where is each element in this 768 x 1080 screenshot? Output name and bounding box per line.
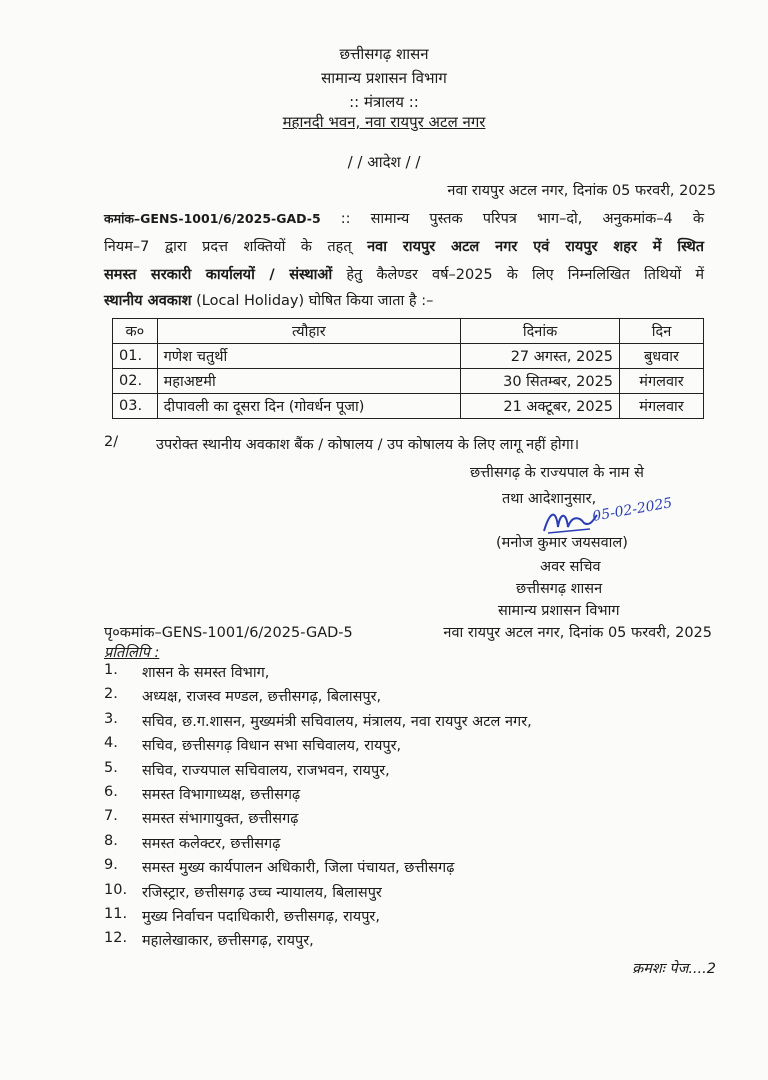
- signature-date: 05-02-2025: [591, 495, 674, 525]
- list-item: 7. समस्त संभागायुक्त, छत्तीसगढ़: [104, 808, 299, 828]
- note-number: 2/: [104, 434, 119, 450]
- order-para-line1: कमांक–GENS-1001/6/2025-GAD-5 :: सामान्य पुस्तक परिपत्र भाग–दो, अनुकमांक–4 के: [104, 211, 704, 227]
- header-sno: क०: [113, 319, 158, 344]
- list-item: 11. मुख्य निर्वाचन पदाधिकारी, छत्तीसगढ़, रायपुर,: [104, 905, 380, 925]
- row-date: 27 अगस्त, 2025: [461, 344, 620, 369]
- list-item: 4. सचिव, छत्तीसगढ़ विधान सभा सचिवालय, रायपुर,: [104, 735, 402, 755]
- row-day: बुधवार: [620, 344, 704, 369]
- row-date: 21 अक्टूबर, 2025: [461, 394, 620, 419]
- row-day: मंगलवार: [620, 394, 704, 419]
- list-item: 2. अध्यक्ष, राजस्व मण्डल, छत्तीसगढ़, बिलासपुर,: [104, 686, 382, 706]
- row-festival: महाअष्टमी: [157, 369, 460, 394]
- signatory-name: (मनोज कुमार जयसवाल): [496, 535, 628, 551]
- copy-heading: प्रतिलिपि :: [104, 645, 160, 661]
- department-name: सामान्य प्रशासन विभाग: [321, 69, 447, 87]
- header-day: दिन: [620, 319, 704, 344]
- list-item: 8. समस्त कलेक्टर, छत्तीसगढ़: [104, 832, 281, 852]
- govt-name: छत्तीसगढ़ शासन: [339, 45, 429, 63]
- table-row: [113, 369, 704, 394]
- table-header-row: [113, 319, 704, 344]
- order-para-line4: स्थानीय अवकाश (Local Holiday) घोषित किया जाता है :–: [104, 293, 434, 309]
- order-title: / / आदेश / /: [347, 153, 421, 171]
- row-sno: 03.: [113, 394, 158, 419]
- continued-note: क्रमशः पेज....2: [632, 961, 716, 977]
- row-festival: गणेश चतुर्थी: [157, 344, 460, 369]
- row-sno: 01.: [113, 344, 158, 369]
- note-text: उपरोक्त स्थानीय अवकाश बैंक / कोषालय / उप कोषालय के लिए लागू नहीं होगा।: [156, 437, 580, 453]
- table-row: [113, 394, 704, 419]
- signature-authority-line2: तथा आदेशानुसार,: [502, 491, 597, 507]
- signatory-office2: सामान्य प्रशासन विभाग: [498, 603, 620, 619]
- header-date: दिनांक: [461, 319, 620, 344]
- list-item: 5. सचिव, राज्यपाल सचिवालय, राजभवन, रायपुर,: [104, 759, 390, 779]
- row-sno: 02.: [113, 369, 158, 394]
- copy-place-date: नवा रायपुर अटल नगर, दिनांक 05 फरवरी, 2025: [443, 625, 712, 641]
- signatory-designation: अवर सचिव: [540, 559, 601, 575]
- copy-list: [104, 662, 704, 955]
- holiday-table: [112, 318, 704, 419]
- ministry-label: :: मंत्रालय ::: [349, 93, 419, 111]
- row-festival: दीपावली का दूसरा दिन (गोवर्धन पूजा): [157, 394, 460, 419]
- list-item: 12. महालेखाकार, छत्तीसगढ़, रायपुर,: [104, 930, 314, 950]
- order-reference: कमांक–GENS-1001/6/2025-GAD-5: [104, 211, 321, 226]
- list-item: 1. शासन के समस्त विभाग,: [104, 662, 270, 681]
- order-place-date: नवा रायपुर अटल नगर, दिनांक 05 फरवरी, 2025: [447, 183, 716, 199]
- order-para-line3: समस्त सरकारी कार्यालयों / संस्थाओं हेतु कैलेण्डर वर्ष–2025 के लिए निम्नलिखित तिथियों में: [104, 267, 704, 283]
- row-date: 30 सितम्बर, 2025: [461, 369, 620, 394]
- header-festival: त्यौहार: [157, 319, 460, 344]
- list-item: 3. सचिव, छ.ग.शासन, मुख्यमंत्री सचिवालय, मंत्रालय, नवा रायपुर अटल नगर,: [104, 710, 532, 730]
- copy-reference: पृ०कमांक–GENS-1001/6/2025-GAD-5: [104, 625, 353, 641]
- list-item: 6. समस्त विभागाध्यक्ष, छत्तीसगढ़: [104, 783, 301, 803]
- office-address: महानदी भवन, नवा रायपुर अटल नगर: [282, 113, 486, 131]
- table-row: [113, 344, 704, 369]
- list-item: 9. समस्त मुख्य कार्यपालन अधिकारी, जिला पंचायत, छत्तीसगढ़: [104, 857, 455, 877]
- order-para-line2: नियम–7 द्वारा प्रदत्त शक्तियों के तहत् नवा रायपुर अटल नगर एवं रायपुर शहर में स्थित: [104, 239, 704, 255]
- row-day: मंगलवार: [620, 369, 704, 394]
- signatory-office1: छत्तीसगढ़ शासन: [516, 581, 603, 597]
- list-item: 10. रजिस्ट्रार, छत्तीसगढ़ उच्च न्यायालय, बिलासपुर: [104, 881, 382, 901]
- signature-authority-line1: छत्तीसगढ़ के राज्यपाल के नाम से: [470, 465, 644, 481]
